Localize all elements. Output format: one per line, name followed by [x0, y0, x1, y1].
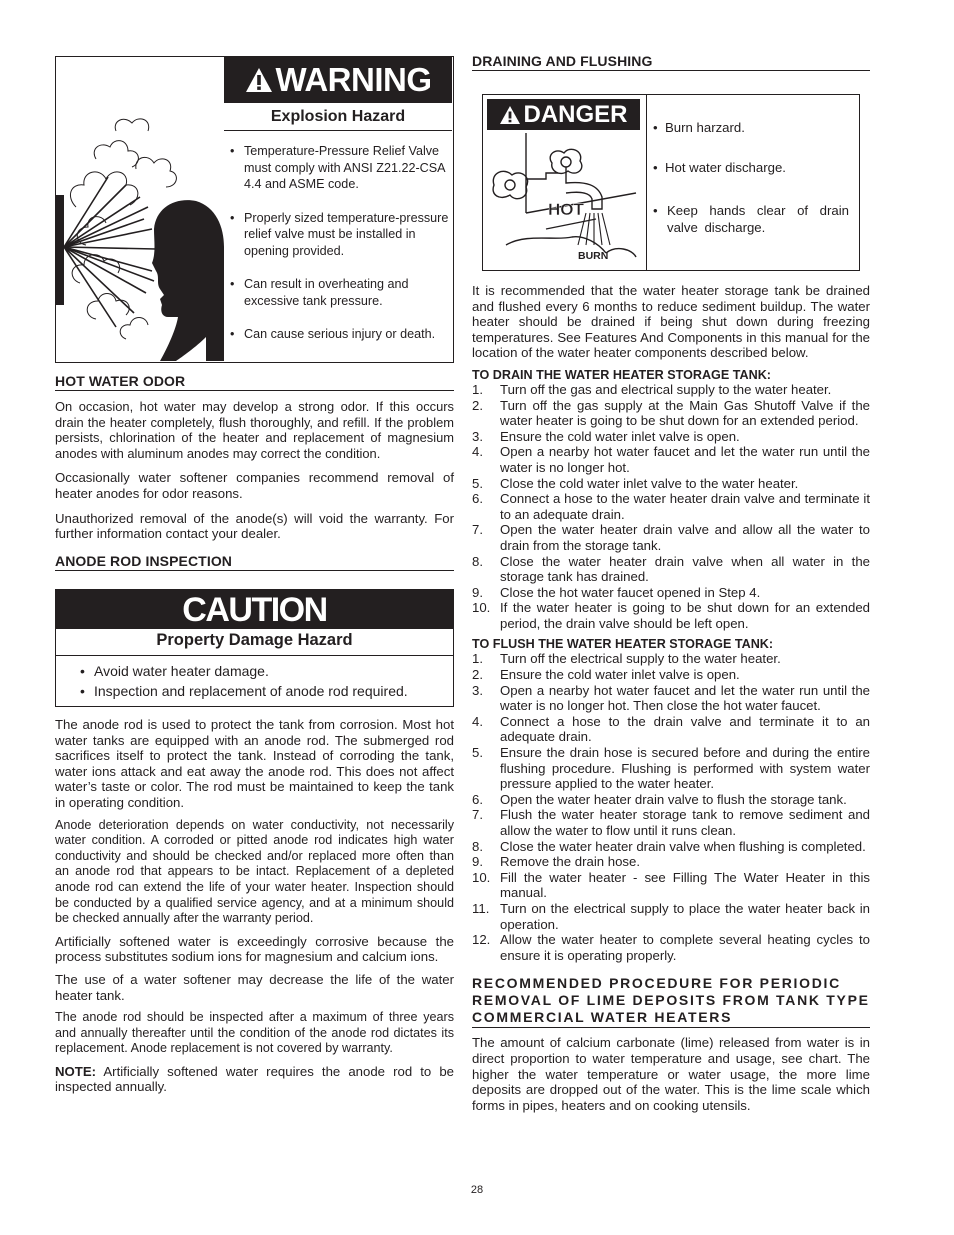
anode-paragraph: The anode rod should be inspected after a maximum of three years and annually thereafter until the condition of the anode rod dictates its replacement. Anode replacement is not covered by warranty.: [55, 1010, 454, 1056]
step-item: [472, 476, 870, 492]
step-number: 9.: [472, 584, 483, 600]
warning-bullet: • Properly sized temperature-pressure relief valve must be installed in opening provided.: [230, 210, 449, 258]
step-number: 3.: [472, 682, 483, 698]
draining-intro: It is recommended that the water heater storage tank be drained and flushed every 6 months to reduce sediment buildup. The water heater should be drained if being shut down during freezing temperatures. See Features And Components in this manual for the location of the water heater components described below.: [472, 283, 870, 361]
step-text: Open the water heater drain valve to flush the storage tank.: [500, 791, 847, 807]
danger-bullets: [653, 119, 849, 236]
step-text: Turn off the gas and electrical supply to the water heater.: [500, 381, 832, 397]
hot-water-odor-section: [55, 373, 454, 542]
flush-steps-title: TO FLUSH THE WATER HEATER STORAGE TANK:: [472, 637, 774, 652]
odor-paragraph: On occasion, hot water may develop a strong odor. If this occurs drain the heater completely, flush thoroughly, and refill. If the problem persists, chlorination of the heater and replacement of magnesium anodes with aluminum anodes may correct the condition.: [55, 399, 454, 461]
danger-header: [487, 99, 640, 130]
step-item: [472, 444, 870, 475]
danger-box: [482, 94, 860, 271]
note-text: Artificially softened water requires the anode rod to be inspected annually.: [55, 1063, 454, 1095]
step-text: Ensure the drain hose is secured before and during the entire flushing procedure. Flushing is performed with system water pressure applied to the water heater.: [500, 745, 870, 792]
step-text: Ensure the cold water inlet valve is open.: [500, 667, 740, 683]
odor-paragraph: Occasionally water softener companies recommend removal of heater anodes for odor reasons.: [55, 470, 454, 501]
warning-triangle-icon: [245, 67, 273, 93]
step-number: 11.: [472, 900, 490, 916]
anode-note: [55, 1064, 454, 1095]
step-number: 9.: [472, 854, 483, 870]
danger-signal-word: DANGER: [523, 100, 628, 128]
step-item: [472, 683, 870, 714]
hot-water-odor-title: HOT WATER ODOR: [55, 373, 454, 391]
step-text: Close the hot water faucet opened in Step 4.: [500, 584, 761, 600]
step-text: Flush the water heater storage tank to remove sediment and allow the water to flow until it runs clean.: [500, 807, 870, 838]
step-text: Remove the drain hose.: [500, 854, 641, 870]
step-item: [472, 382, 870, 398]
draining-title: DRAINING AND FLUSHING: [472, 53, 870, 71]
anode-paragraph: Anode deterioration depends on water conductivity, not necessarily water condition. A corroded or pitted anode rod indicates high water conductivity and should be checked and/or replaced more often than an anode rod that appears to be intact. Replacement of a depleted anode rod can extend the life of your water heater. Inspection should be conducted by a qualified service agency, and at a minimum should be checked annually after the warranty period.: [55, 817, 454, 926]
step-text: Connect a hose to the drain valve and terminate it to an adequate drain.: [500, 713, 870, 745]
caution-hazard-title: Property Damage Hazard: [56, 629, 453, 656]
caution-bullet: • Inspection and replacement of anode rod required.: [80, 683, 408, 699]
page-number: 28: [470, 1184, 484, 1196]
step-text: Turn off the electrical supply to the water heater.: [500, 651, 781, 667]
step-number: 8.: [472, 838, 483, 854]
lime-paragraph: The amount of calcium carbonate (lime) released from water is in direct proportion to water temperature and usage, see chart. The higher the water temperature or water usage, the more lime deposits are dropped out of the water. This is the lime scale which forms in pipes, heaters and on cooking utensils.: [472, 1035, 870, 1113]
warning-bullet: • Can cause serious injury or death.: [230, 327, 436, 341]
step-text: Turn off the gas supply at the Main Gas Shutoff Valve if the water heater is going to be shut down for an extended period.: [500, 397, 870, 429]
step-number: 12.: [472, 932, 491, 948]
step-number: 6.: [472, 491, 483, 507]
step-number: 10.: [472, 600, 491, 616]
step-number: 1.: [472, 651, 483, 667]
anode-rod-body: [55, 717, 454, 1095]
step-item: [472, 714, 870, 745]
step-item: [472, 870, 870, 901]
step-text: Open the water heater drain valve and allow all the water to drain from the storage tank.: [500, 522, 870, 553]
step-text: Ensure the cold water inlet valve is open.: [500, 428, 740, 444]
step-number: 7.: [472, 522, 483, 538]
step-item: [472, 522, 870, 553]
flush-steps-list: [472, 651, 870, 963]
step-item: [472, 854, 870, 870]
step-number: 5.: [472, 745, 483, 761]
step-item: [472, 600, 870, 631]
anode-paragraph: The use of a water softener may decrease the life of the water heater tank.: [55, 971, 454, 1003]
step-number: 6.: [472, 791, 483, 807]
warning-signal-word: WARNING: [275, 61, 432, 98]
step-number: 8.: [472, 553, 483, 569]
step-item: [472, 901, 870, 932]
step-item: [472, 398, 870, 429]
step-item: [472, 491, 870, 522]
step-item: [472, 651, 870, 667]
step-number: 5.: [472, 475, 483, 491]
step-number: 3.: [472, 428, 483, 444]
step-number: 10.: [472, 869, 491, 885]
caution-bullets: [80, 661, 408, 701]
draining-body: [472, 283, 870, 1113]
step-number: 4.: [472, 713, 483, 729]
step-text: Allow the water heater to complete several heating cycles to ensure it is operating properly.: [500, 932, 870, 963]
step-item: [472, 667, 870, 683]
step-item: [472, 429, 870, 445]
explosion-hazard-illustration: [56, 57, 224, 361]
step-item: [472, 932, 870, 963]
drain-steps-list: [472, 382, 870, 632]
warning-header: [224, 57, 452, 103]
step-text: Open a nearby hot water faucet and let the water run until the water is no longer hot.: [500, 444, 870, 475]
anode-paragraph: The anode rod is used to protect the tank from corrosion. Most hot water tanks are equipped with an anode rod. The submerged rod sacrifices itself to protect the tank. Instead of corroding the tank, water ions attack and eat away the anode rod. This does not affect water’s taste or color. The rod must be maintained to keep the tank in operating condition.: [55, 717, 454, 810]
danger-bullet: • Keep hands clear of drain valve discharge.: [653, 203, 849, 235]
lime-title: RECOMMENDED PROCEDURE FOR PERIODIC REMOVAL OF LIME DEPOSITS FROM TANK TYPE COMMERCIAL WATER HEATERS: [472, 975, 870, 1028]
caution-box: [55, 589, 454, 707]
step-text: If the water heater is going to be shut down for an extended period, the drain valve should be left open.: [500, 600, 870, 631]
step-number: 7.: [472, 807, 483, 823]
warning-bullets: [230, 143, 452, 343]
drain-steps-title: TO DRAIN THE WATER HEATER STORAGE TANK:: [472, 367, 771, 382]
odor-paragraph: Unauthorized removal of the anode(s) will void the warranty. For further information contact your dealer.: [55, 510, 454, 542]
step-item: [472, 792, 870, 808]
step-text: Turn on the electrical supply to place the water heater back in operation.: [500, 900, 870, 932]
note-label: NOTE:: [55, 1063, 97, 1079]
warning-hazard-title: Explosion Hazard: [224, 103, 452, 131]
step-text: Connect a hose to the water heater drain valve and terminate it to an adequate drain.: [500, 491, 870, 522]
danger-bullet: • Hot water discharge.: [653, 160, 786, 175]
caution-bullet: • Avoid water heater damage.: [80, 663, 269, 679]
step-number: 1.: [472, 381, 483, 397]
step-item: [472, 839, 870, 855]
step-item: [472, 807, 870, 838]
step-item: [472, 585, 870, 601]
step-number: 2.: [472, 667, 483, 683]
anode-paragraph: Artificially softened water is exceedingly corrosive because the process substitutes sodium ions for magnesium and calcium ions.: [55, 933, 454, 965]
step-number: 2.: [472, 397, 483, 413]
hot-label: HOT: [548, 200, 584, 219]
danger-bullet: • Burn harzard.: [653, 120, 745, 135]
caution-header: CAUTION: [56, 590, 453, 629]
warning-bullet: • Temperature-Pressure Relief Valve must comply with ANSI Z21.22-CSA 4.4 and ASME code.: [230, 144, 445, 191]
step-text: Close the water heater drain valve when all water in the storage tank has drained.: [500, 553, 870, 585]
step-item: [472, 554, 870, 585]
step-text: Close the water heater drain valve when flushing is completed.: [500, 838, 866, 854]
step-item: [472, 745, 870, 792]
step-text: Close the cold water inlet valve to the water heater.: [500, 475, 799, 491]
hot-water-burn-illustration: [486, 133, 643, 267]
burn-label: BURN: [578, 250, 609, 262]
warning-box: [55, 56, 454, 363]
step-text: Fill the water heater - see Filling The Water Heater in this manual.: [500, 869, 870, 901]
danger-triangle-icon: [499, 105, 521, 125]
step-text: Open a nearby hot water faucet and let the water run until the water is no longer hot. Then close the hot water faucet.: [500, 682, 870, 714]
warning-bullet: • Can result in overheating and excessive tank pressure.: [230, 277, 409, 308]
anode-rod-title: ANODE ROD INSPECTION: [55, 553, 454, 571]
danger-graphic-panel: [483, 95, 647, 270]
step-number: 4.: [472, 444, 483, 460]
